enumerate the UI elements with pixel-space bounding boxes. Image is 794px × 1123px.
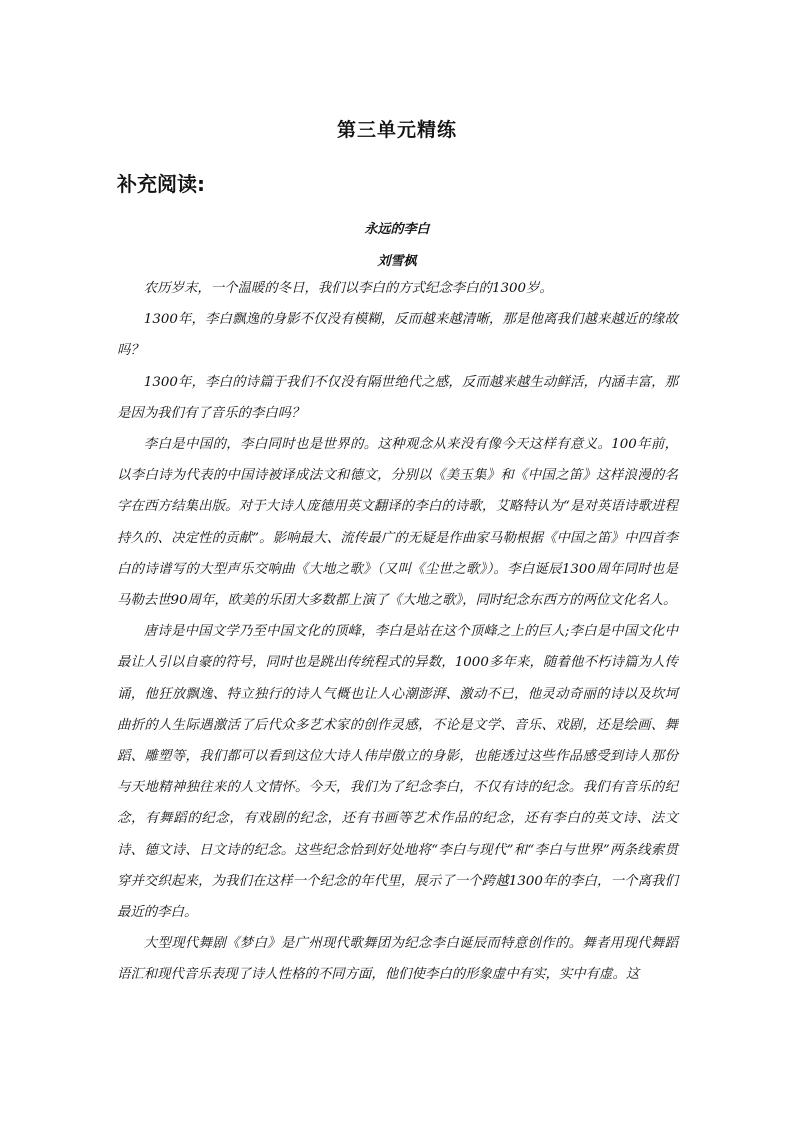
- paragraph: 大型现代舞剧《梦白》是广州现代歌舞团为纪念李白诞辰而特意创作的。舞者用现代舞蹈语汇和现代音乐表现了诗人性格的不同方面，他们使李白的形象虚中有实，实中有虚。这: [117, 936, 678, 983]
- article-author: 刘雪枫: [377, 254, 417, 269]
- article-title: 永远的李白: [364, 222, 430, 237]
- paragraph: 李白是中国的，李白同时也是世界的。这种观念从来没有像今天这样有意义。100年前，以李白诗为代表的中国诗被译成法文和德文，分别以《美玉集》和《中国之笛》这样浪漫的名字在西方结集出版。对于大诗人庞德用英文翻译的李白的诗歌，艾略特认为“是对英语诗歌进程持久的、决定性的贡献”。影响最大、流传最广的无疑是作曲家马勒根据《中国之笛》中四首李白的诗谱写的大型声乐交响曲《大地之歌》（又叫《尘世之歌》）。李白诞辰1300周年同时也是马勒去世90周年，欧美的乐团大多数都上演了《大地之歌》，同时纪念东西方的两位文化名人。: [117, 437, 678, 609]
- paragraph: 1300年，李白飘逸的身影不仅没有模糊，反而越来越清晰，那是他离我们越来越近的缘故吗？: [117, 312, 678, 359]
- paragraph: 农历岁末，一个温暖的冬日，我们以李白的方式纪念李白的1300岁。: [143, 281, 553, 296]
- unit-title: 第三单元精练: [336, 119, 457, 141]
- article-body: [117, 273, 678, 991]
- paragraph: 1300年，李白的诗篇于我们不仅没有隔世绝代之感，反而越来越生动鲜活，内涵丰富，那是因为我们有了音乐的李白吗？: [117, 374, 678, 421]
- section-heading: 补充阅读:: [117, 172, 205, 196]
- paragraph: 唐诗是中国文学乃至中国文化的顶峰，李白是站在这个顶峰之上的巨人;李白是中国文化中最让人引以自豪的符号，同时也是跳出传统程式的异数，1000多年来，随着他不朽诗篇为人传诵，他狂放飘逸、特立独行的诗人气概也让人心潮澎湃、激动不已，他灵动奇丽的诗以及坎坷曲折的人生际遇激活了后代众多艺术家的创作灵感，不论是文学、音乐、戏剧，还是绘画、舞蹈、雕塑等，我们都可以看到这位大诗人伟岸傲立的身影，也能透过这些作品感受到诗人那份与天地精神独往来的人文情怀。今天，我们为了纪念李白，不仅有诗的纪念。我们有音乐的纪念，有舞蹈的纪念，有戏剧的纪念，还有书画等艺术作品的纪念，还有李白的英文诗、法文诗、德文诗、日文诗的纪念。这些纪念恰到好处地将“李白与现代”和“李白与世界”两条线索贯穿并交织起来，为我们在这样一个纪念的年代里，展示了一个跨越1300年的李白，一个离我们最近的李白。: [117, 624, 678, 921]
